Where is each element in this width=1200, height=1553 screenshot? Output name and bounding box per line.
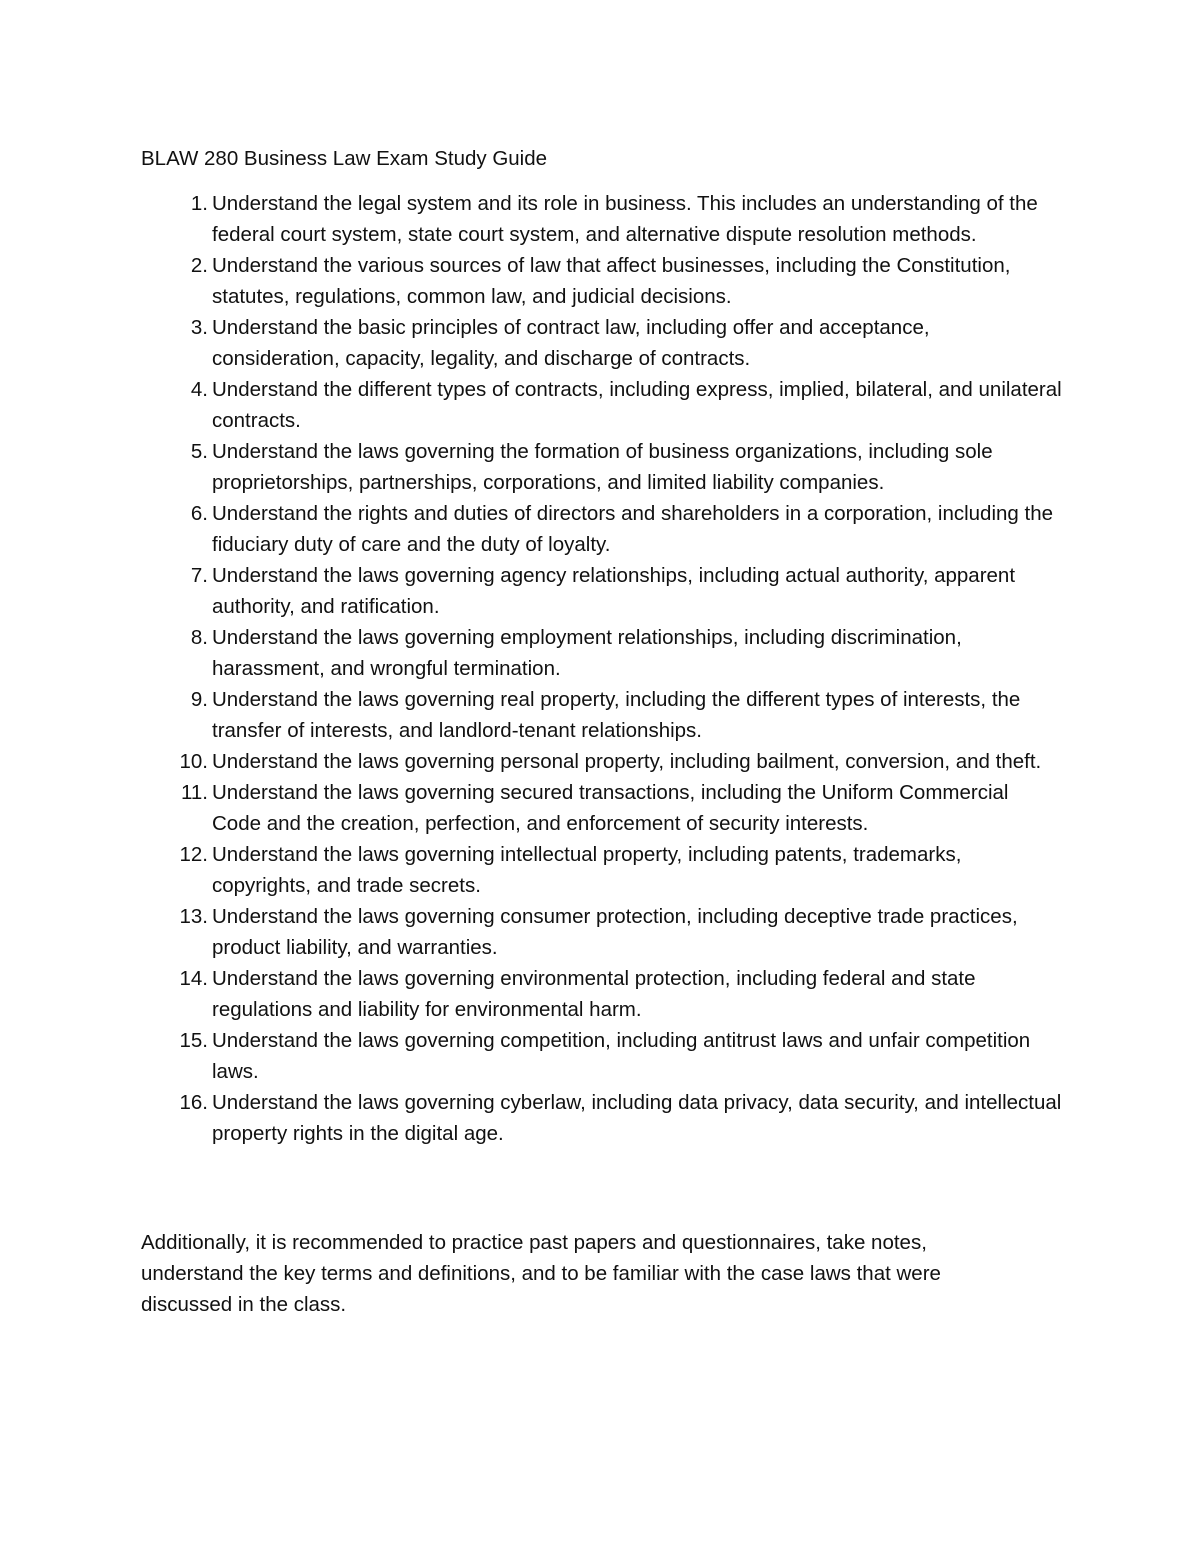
item-text: Understand the basic principles of contract law, including offer and acceptance, consideration, capacity, legality, and discharge of contracts. [212, 316, 930, 370]
item-number: 1. [190, 192, 208, 215]
study-guide-list [0, 188, 1200, 1149]
item-text: Understand the laws governing environmental protection, including federal and state regulations and liability for environmental harm. [212, 967, 976, 1021]
list-item [190, 436, 1062, 498]
item-number: 10. [179, 750, 208, 773]
item-number: 3. [190, 316, 208, 339]
item-number: 11. [181, 781, 208, 804]
item-text: Understand the legal system and its role in business. This includes an understanding of the federal court system, state court system, and alternative dispute resolution methods. [212, 192, 1038, 246]
item-text: Understand the laws governing cyberlaw, including data privacy, data security, and intellectual property rights in the digital age. [212, 1091, 1062, 1145]
list-item [179, 1087, 1062, 1149]
list-item [181, 777, 1062, 839]
closing-paragraph: Additionally, it is recommended to practice past papers and questionnaires, take notes, understand the key terms and definitions, and to be familiar with the case laws that were discussed in the class. [141, 1231, 941, 1316]
item-text: Understand the laws governing personal property, including bailment, conversion, and theft. [212, 750, 1042, 773]
item-text: Understand the laws governing real property, including the different types of interests, the transfer of interests, and landlord-tenant relationships. [212, 688, 1021, 742]
item-text: Understand the laws governing the formation of business organizations, including sole proprietorships, partnerships, corporations, and limited liability companies. [212, 440, 993, 494]
list-item [179, 839, 1062, 901]
document-title: BLAW 280 Business Law Exam Study Guide [141, 147, 548, 170]
item-number: 6. [190, 502, 208, 525]
item-number: 2. [190, 254, 208, 277]
list-item [190, 312, 1062, 374]
item-text: Understand the different types of contracts, including express, implied, bilateral, and unilateral contracts. [212, 378, 1062, 432]
item-number: 16. [179, 1091, 208, 1114]
list-item [190, 560, 1062, 622]
list-item [179, 1025, 1062, 1087]
item-number: 15. [179, 1029, 208, 1052]
list-item [190, 622, 1062, 684]
item-number: 8. [190, 626, 208, 649]
item-number: 7. [190, 564, 208, 587]
item-text: Understand the laws governing secured transactions, including the Uniform Commercial Code and the creation, perfection, and enforcement of security interests. [212, 781, 1009, 835]
item-number: 4. [190, 378, 208, 401]
list-item [179, 901, 1062, 963]
item-text: Understand the rights and duties of directors and shareholders in a corporation, including the fiduciary duty of care and the duty of loyalty. [212, 502, 1054, 556]
item-number: 13. [179, 905, 208, 928]
item-text: Understand the various sources of law that affect businesses, including the Constitution, statutes, regulations, common law, and judicial decisions. [212, 254, 1011, 308]
item-text: Understand the laws governing employment relationships, including discrimination, harassment, and wrongful termination. [212, 626, 962, 680]
item-number: 9. [190, 688, 208, 711]
item-number: 12. [179, 843, 208, 866]
list-item [190, 374, 1062, 436]
list-item [190, 188, 1062, 250]
list-item [190, 684, 1062, 746]
item-number: 14. [179, 967, 208, 990]
item-number: 5. [190, 440, 208, 463]
item-text: Understand the laws governing intellectual property, including patents, trademarks, copyrights, and trade secrets. [212, 843, 962, 897]
list-item [179, 746, 1062, 777]
item-text: Understand the laws governing consumer protection, including deceptive trade practices, product liability, and warranties. [212, 905, 1018, 959]
list-item [190, 250, 1062, 312]
list-item [190, 498, 1062, 560]
item-text: Understand the laws governing agency relationships, including actual authority, apparent authority, and ratification. [212, 564, 1016, 618]
item-text: Understand the laws governing competition, including antitrust laws and unfair competition laws. [212, 1029, 1031, 1083]
list-item [179, 963, 1062, 1025]
